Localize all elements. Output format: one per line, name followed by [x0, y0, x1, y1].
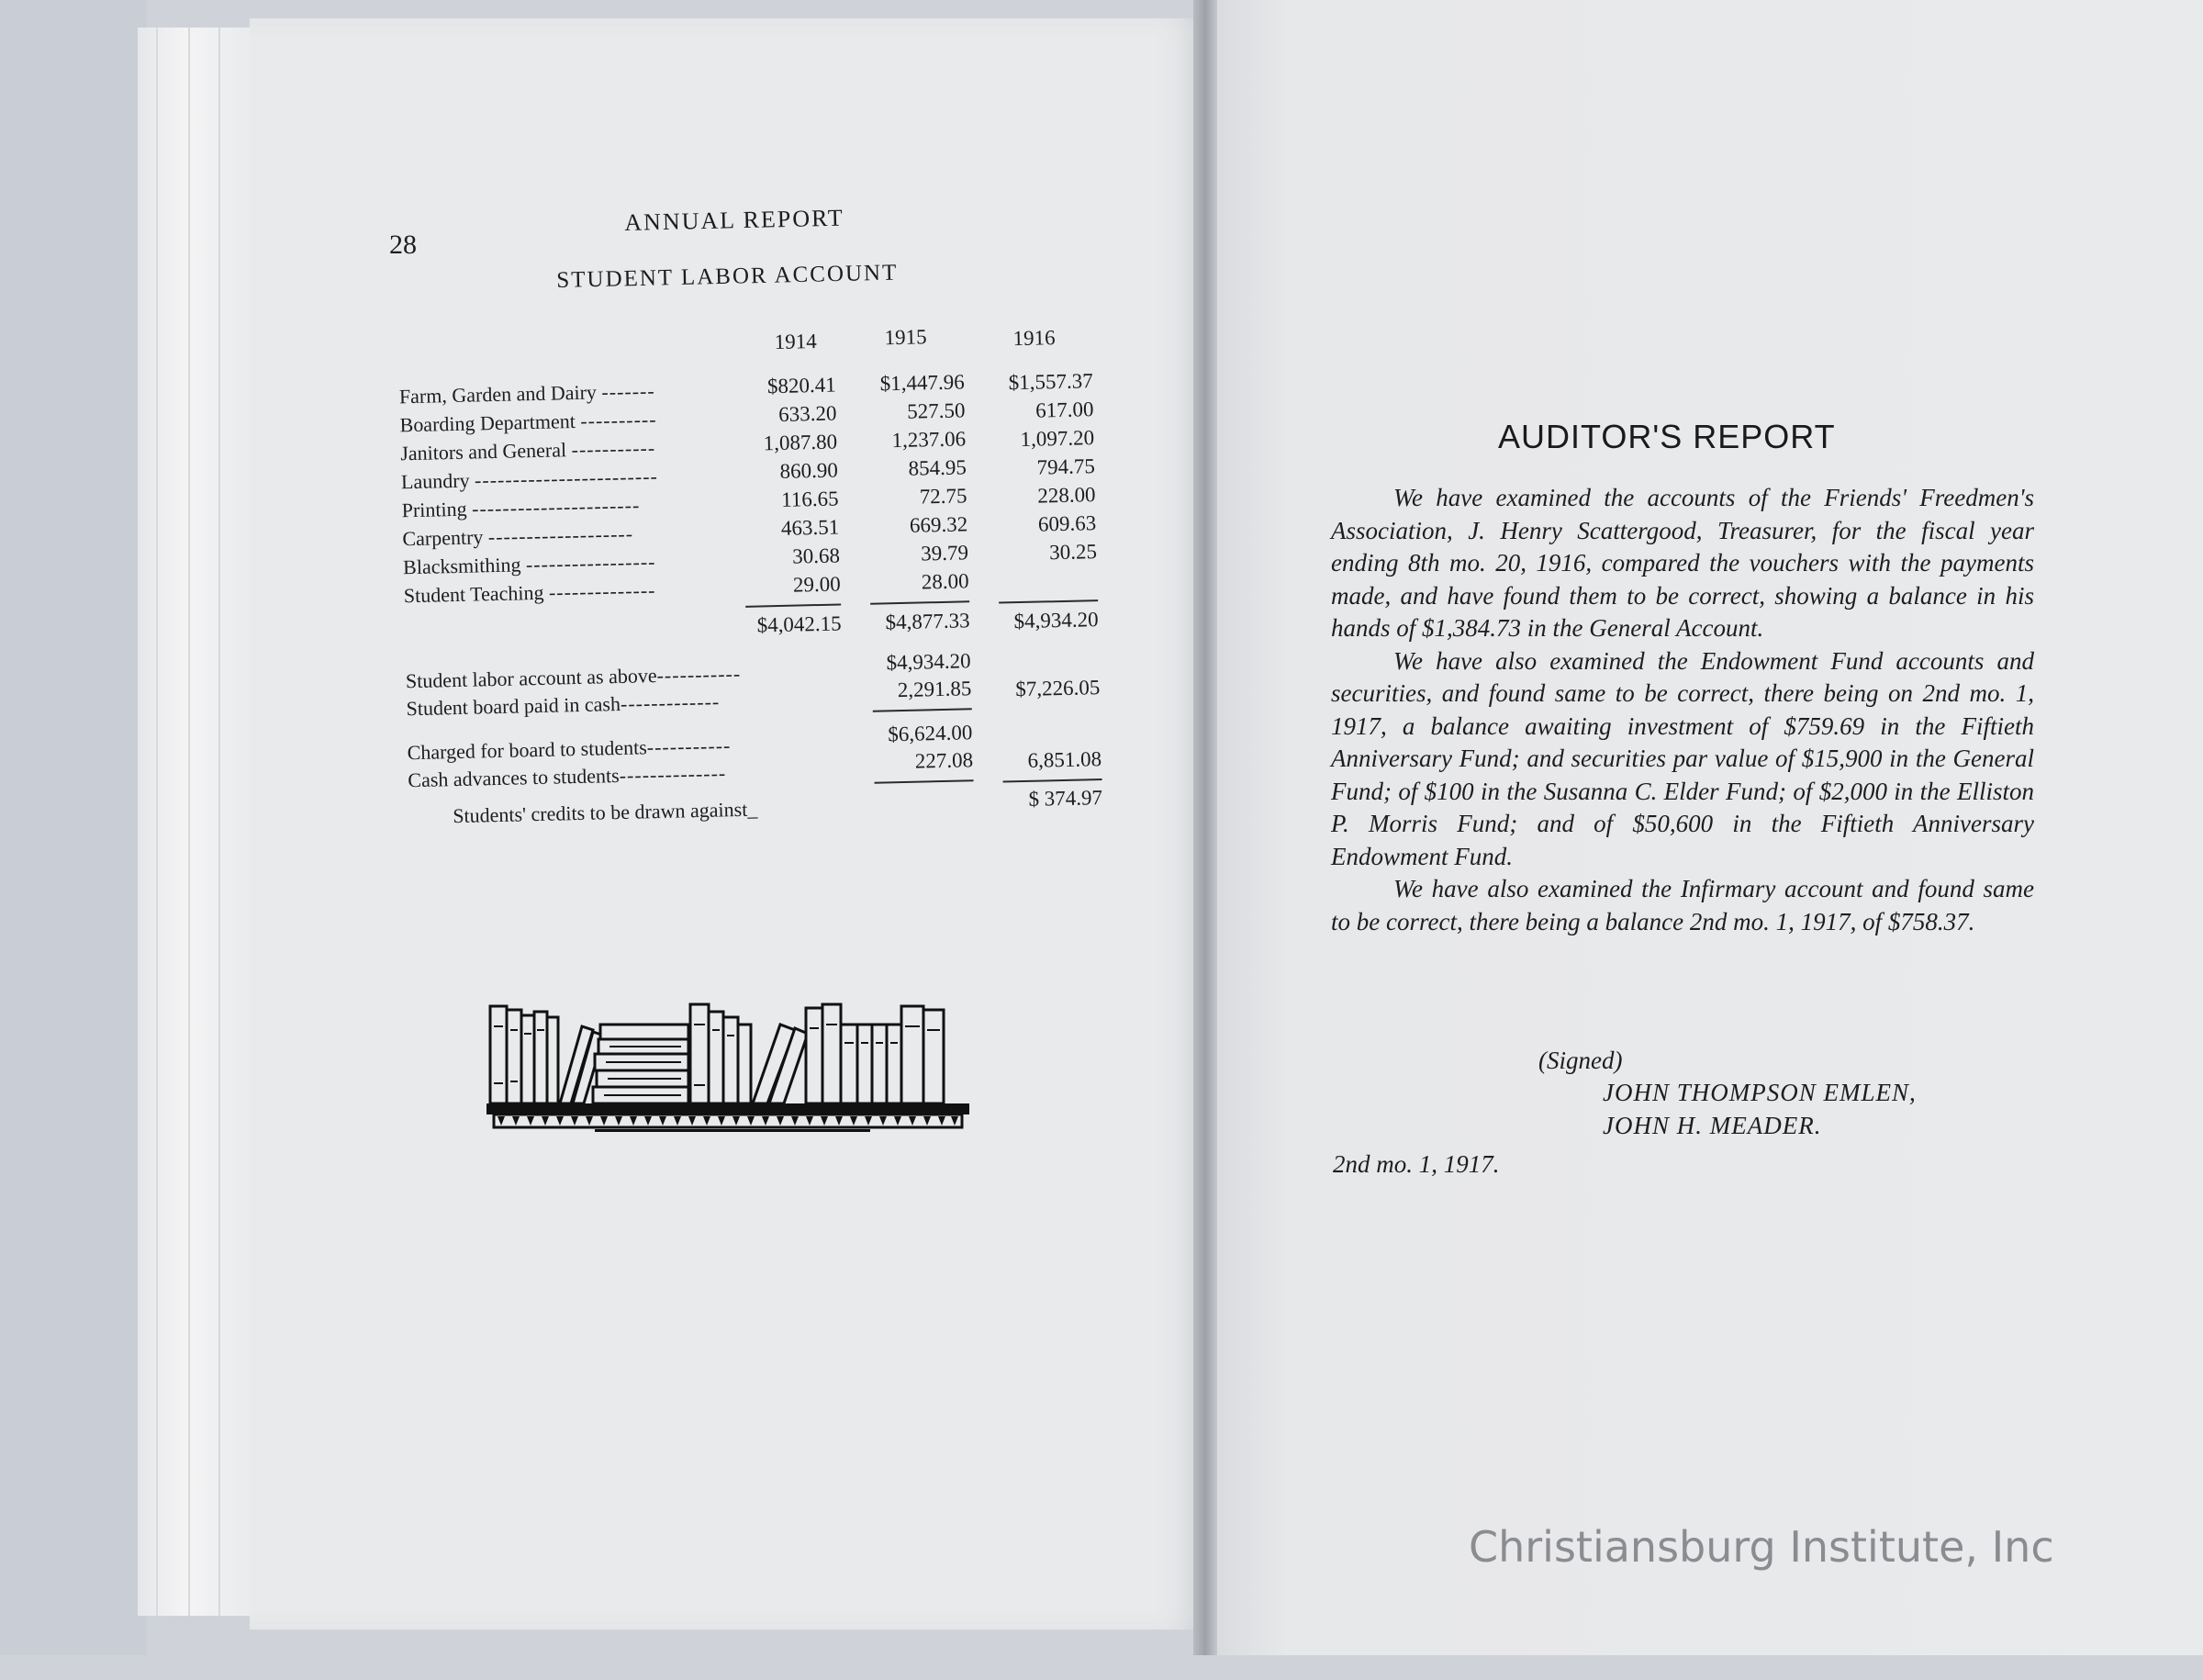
summary-row-label: Student labor account as above----------- — [405, 661, 742, 693]
table-row-label: Carpentry ------------------- — [402, 521, 634, 551]
table-row-label: Boarding Department ---------- — [399, 407, 657, 437]
credits-label: Students' credits to be drawn against_ — [452, 797, 759, 828]
table-cell-1916: $1,557.37 — [1008, 369, 1093, 395]
table-cell-1916 — [978, 568, 1097, 571]
summary-rule — [873, 708, 972, 711]
table-cell-1915: 854.95 — [908, 455, 967, 480]
table-row-label: Laundry ------------------------ — [400, 464, 659, 494]
table-cell-1916: 794.75 — [1036, 454, 1096, 479]
credits-value: $ 374.97 — [1028, 786, 1103, 811]
table-cell-1914: $820.41 — [766, 373, 837, 398]
total-rule — [999, 599, 1098, 603]
watermark: Christiansburg Institute, Inc — [1469, 1522, 2054, 1572]
table-cell-1914: 29.00 — [792, 572, 841, 597]
table-cell-1915: 669.32 — [909, 512, 968, 537]
summary-mid-value: 227.08 — [914, 748, 974, 773]
table-cell-1916: 617.00 — [1034, 398, 1094, 422]
summary-row-label: Charged for board to students----------- — [407, 734, 732, 765]
table-cell-1915: $1,447.96 — [879, 370, 965, 396]
summary-mid-value: 2,291.85 — [897, 677, 972, 702]
signed-label: (Signed) — [1538, 1047, 1623, 1074]
table-row-label: Janitors and General ----------- — [400, 436, 656, 465]
table-cell-1916: 609.63 — [1037, 511, 1097, 536]
auditor-paragraph: We have also examined the Endowment Fund accounts and securities, and found same to be correct, there being on 2nd mo. 1, 1917, a balance awaiting investment of $759.69 in the Fiftieth Anniversary Fund; and securities par value of $15,900 in the General Fund; of $100 in the Susanna C. Elder Fund; of $2,000 in the Elliston P. Morris Fund; and of $50,600 in the Fiftieth Anniversary Endowment Fund. — [1331, 646, 2034, 870]
table-row-label: Blacksmithing ----------------- — [402, 550, 656, 579]
running-head: ANNUAL REPORT — [624, 204, 845, 236]
table-total-1915: $4,877.33 — [885, 609, 970, 634]
table-cell-1914: 116.65 — [780, 487, 839, 511]
section-title: STUDENT LABOR ACCOUNT — [556, 260, 899, 293]
summary-mid-value: $4,934.20 — [886, 649, 971, 675]
summary-mid-value: $6,624.00 — [888, 721, 973, 746]
summary-rule — [1003, 778, 1102, 782]
signer-name: JOHN H. MEADER. — [1603, 1112, 1822, 1139]
table-cell-1914: 30.68 — [791, 543, 841, 568]
summary-row-label: Student board paid in cash------------- — [406, 689, 721, 721]
table-row-label: Student Teaching -------------- — [403, 578, 656, 608]
table-total-1916: $4,934.20 — [1013, 608, 1099, 633]
year-header-1914: 1914 — [774, 329, 817, 354]
signature-date: 2nd mo. 1, 1917. — [1333, 1150, 1500, 1178]
table-cell-1916: 228.00 — [1036, 483, 1096, 508]
page-number: 28 — [389, 230, 417, 260]
summary-right-value: 6,851.08 — [1027, 747, 1102, 772]
table-cell-1914: 860.90 — [779, 458, 839, 483]
table-cell-1916: 30.25 — [1048, 540, 1098, 565]
table-cell-1915: 527.50 — [906, 398, 966, 423]
year-header-1916: 1916 — [1012, 326, 1056, 351]
auditor-paragraph: We have examined the accounts of the Friends' Freedmen's Association, J. Henry Scattergood, Treasurer, for the fiscal year ending 8th mo. 20, 1916, compared the vouchers with the payments made, and have found them to be correct, showing a balance in his hands of $1,384.73 in the General Account. — [1331, 484, 2034, 642]
table-cell-1915: 72.75 — [919, 484, 967, 509]
auditor-report-body — [1331, 482, 2034, 938]
table-row-label: Farm, Garden and Dairy ------- — [398, 379, 655, 409]
table-cell-1914: 633.20 — [777, 401, 837, 426]
bookshelf-ornament — [485, 1002, 973, 1142]
table-cell-1915: 1,237.06 — [891, 427, 967, 453]
table-cell-1914: 1,087.80 — [763, 430, 838, 455]
signer-name: JOHN THOMPSON EMLEN, — [1603, 1079, 1917, 1106]
table-cell-1916: 1,097.20 — [1020, 426, 1095, 451]
table-total-1914: $4,042.15 — [756, 611, 842, 637]
table-cell-1915: 28.00 — [921, 569, 969, 594]
summary-right-value: $7,226.05 — [1015, 676, 1101, 701]
table-cell-1915: 39.79 — [920, 541, 969, 566]
auditor-paragraph: We have also examined the Infirmary account and found same to be correct, there being a balance 2nd mo. 1, 1917, of $758.37. — [1331, 875, 2034, 935]
summary-row-label: Cash advances to students-------------- — [408, 761, 727, 792]
summary-rule — [875, 779, 974, 783]
total-rule — [745, 603, 841, 607]
table-row-label: Printing ---------------------- — [401, 493, 641, 522]
total-rule — [870, 600, 969, 604]
year-header-1915: 1915 — [884, 325, 927, 350]
auditor-report-title: AUDITOR'S REPORT — [1498, 418, 1836, 455]
table-cell-1914: 463.51 — [780, 515, 840, 540]
